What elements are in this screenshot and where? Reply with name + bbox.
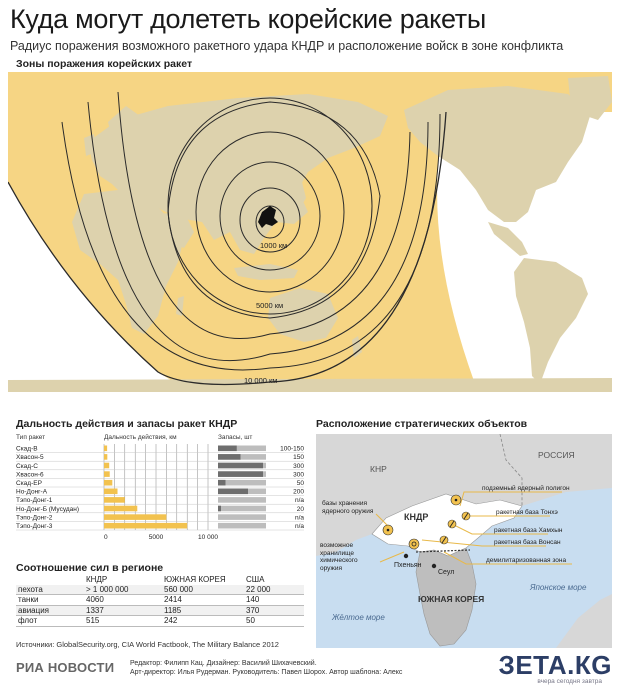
missiles-section-title: Дальность действия и запасы ракет КНДР <box>16 418 238 430</box>
forces-section-title: Соотношение сил в регионе <box>16 562 164 574</box>
label-yellow-sea: Жёлтое море <box>332 613 385 622</box>
stock-bar-track <box>218 523 266 529</box>
label-dprk: КНДР <box>404 512 429 522</box>
watermark-logo: ЗЕТА.КG <box>498 650 612 680</box>
missile-chart <box>16 432 304 550</box>
chemical-hazard-icon <box>409 539 419 549</box>
missile-chart-svg <box>16 432 304 550</box>
range-bar <box>104 446 107 452</box>
label-dmz: демилитаризованная зона <box>486 557 567 564</box>
label-wonsan-base: ракетная база Вонсан <box>494 539 561 546</box>
range-tick-label: 0 <box>104 534 108 541</box>
stock-value-label: n/a <box>294 514 304 522</box>
page-title: Куда могут долететь корейские ракеты <box>10 4 486 34</box>
missile-rows <box>16 446 304 531</box>
range-bar <box>104 506 137 512</box>
missile-type-label: Но-Донг-Б (Мусудан) <box>16 505 80 513</box>
table-cell: 50 <box>246 616 255 625</box>
label-chemical-storage: возможное хранилище химического оружия <box>320 542 358 572</box>
table-cell: 140 <box>246 595 260 604</box>
range-bar <box>104 454 107 460</box>
stock-value-label: n/a <box>294 497 304 505</box>
label-japan-sea: Японское море <box>530 583 587 592</box>
table-cell: 22 000 <box>246 584 271 594</box>
missile-type-label: Тэпо-Донг-2 <box>16 514 53 522</box>
table-cell: 1185 <box>164 605 182 615</box>
forces-col-header: ЮЖНАЯ КОРЕЯ <box>164 575 226 584</box>
missile-type-label: Хвасон-6 <box>16 471 44 479</box>
table-row <box>16 595 304 606</box>
range-bar <box>104 463 109 469</box>
credits <box>130 659 402 677</box>
stock-bar-track <box>218 497 266 503</box>
stock-bar <box>218 489 248 495</box>
table-cell: > 1 000 000 <box>86 584 129 594</box>
stock-value-label: 200 <box>293 488 304 496</box>
label-china: КНР <box>370 464 387 474</box>
stock-bar <box>218 480 226 486</box>
missile-base-icon <box>448 520 456 528</box>
col-header-type: Тип ракет <box>16 434 46 441</box>
missile-type-label: Но-Донг-А <box>16 488 48 496</box>
table-cell: танки <box>18 595 39 604</box>
stock-value-label: 100-150 <box>280 445 304 453</box>
table-row <box>16 605 304 616</box>
stock-bar <box>218 463 263 469</box>
stock-value-label: 50 <box>296 480 304 487</box>
label-rok: ЮЖНАЯ КОРЕЯ <box>418 594 485 604</box>
col-header-range: Дальность действия, км <box>104 434 177 441</box>
range-axis-ticks <box>104 534 218 541</box>
table-row <box>16 585 304 595</box>
forces-header-row <box>16 575 304 585</box>
missile-base-icon <box>440 536 448 544</box>
label-tonghae-base: ракетная база Тонхэ <box>496 509 558 516</box>
city-dot-pyongyang <box>404 554 408 558</box>
table-cell: 2414 <box>164 595 182 604</box>
table-cell: 560 000 <box>164 584 193 594</box>
stock-bar <box>218 454 241 460</box>
world-range-map <box>8 72 612 392</box>
missile-type-label: Хвасон-5 <box>16 454 44 462</box>
range-tick-label: 10 000 <box>198 534 218 541</box>
label-nuclear-storage-wrap <box>322 500 382 522</box>
world-map-svg <box>8 72 612 392</box>
table-cell: 370 <box>246 605 260 615</box>
stock-value-label: 150 <box>293 454 304 462</box>
range-bar <box>104 497 125 503</box>
map-section-title: Зоны поражения корейских ракет <box>16 58 193 70</box>
label-seoul: Сеул <box>438 569 455 576</box>
stock-value-label: 300 <box>293 471 304 479</box>
forces-col-header <box>16 575 84 585</box>
range-bar <box>104 514 166 520</box>
label-pyongyang: Пхеньян <box>394 562 422 569</box>
label-nuclear-test-site: подземный ядерный полигон <box>482 485 570 492</box>
city-dot-seoul <box>432 564 436 568</box>
korea-sites-map <box>316 434 612 648</box>
table-cell: 1337 <box>86 605 104 615</box>
ria-logo: РИА НОВОСТИ <box>16 660 115 675</box>
stock-bar-track <box>218 514 266 520</box>
label-russia: РОССИЯ <box>538 450 575 460</box>
radiation-icon <box>383 525 393 535</box>
forces-col-header: КНДР <box>86 575 108 584</box>
table-cell: авиация <box>18 605 49 615</box>
range-tick-label: 5000 <box>148 534 164 541</box>
missile-base-icon <box>462 512 470 520</box>
table-cell: флот <box>18 616 38 625</box>
label-hamhung-base: ракетная база Хамхын <box>494 527 563 534</box>
sources-note: Источники: GlobalSecurity.org, CIA World Factbook, The Military Balance 2012 <box>16 640 279 649</box>
korea-map-svg <box>316 434 612 648</box>
range-bar <box>104 471 110 477</box>
land-antarctica <box>8 378 612 392</box>
missile-type-label: Тэпо-Донг-3 <box>16 523 53 530</box>
stock-bar <box>218 471 263 477</box>
forces-table <box>16 575 304 633</box>
stock-value-label: 300 <box>293 462 304 470</box>
credits-line: Арт-директор: Илья Рудерман. Руководитель: Павел Шорох. Автор шаблона: Алекс <box>130 669 403 676</box>
range-bar <box>104 489 118 495</box>
missile-type-label: Скад-ЕР <box>16 480 42 487</box>
page-subtitle: Радиус поражения возможного ракетного удара КНДР и расположение войск в зоне конфликта <box>10 39 564 53</box>
table-cell: 242 <box>164 616 178 625</box>
table-cell: пехота <box>18 584 43 594</box>
stock-bar <box>218 506 221 512</box>
table-cell: 515 <box>86 616 100 625</box>
korea-section-title: Расположение стратегических объектов <box>316 418 528 430</box>
range-bar <box>104 523 187 529</box>
forces-col-header: США <box>246 575 265 584</box>
missile-type-label: Тэпо-Донг-1 <box>16 497 53 505</box>
stock-value-label: n/a <box>294 523 304 530</box>
label-nuclear-storage: базы хранения ядерного оружия <box>322 500 374 515</box>
ring-label-10000: 10 000 км <box>244 376 278 385</box>
radiation-icon <box>451 495 461 505</box>
stock-bar <box>218 446 237 452</box>
stock-bar-track <box>218 506 266 512</box>
ring-label-1000: 1000 км <box>260 241 288 250</box>
stock-value-label: 20 <box>296 505 304 513</box>
missile-type-label: Скад-С <box>16 462 38 470</box>
watermark-tagline: вчера сегодня завтра <box>537 678 602 685</box>
credits-line: Редактор: Филипп Кац. Дизайнер: Василий Шихачевский. <box>130 660 317 667</box>
table-cell: 4060 <box>86 595 104 604</box>
range-bar <box>104 480 112 486</box>
ring-label-5000: 5000 км <box>256 301 284 310</box>
col-header-stock: Запасы, шт <box>218 434 253 441</box>
missile-type-label: Скад-В <box>16 445 38 453</box>
label-chemical-storage-wrap <box>320 542 376 574</box>
table-row <box>16 616 304 627</box>
